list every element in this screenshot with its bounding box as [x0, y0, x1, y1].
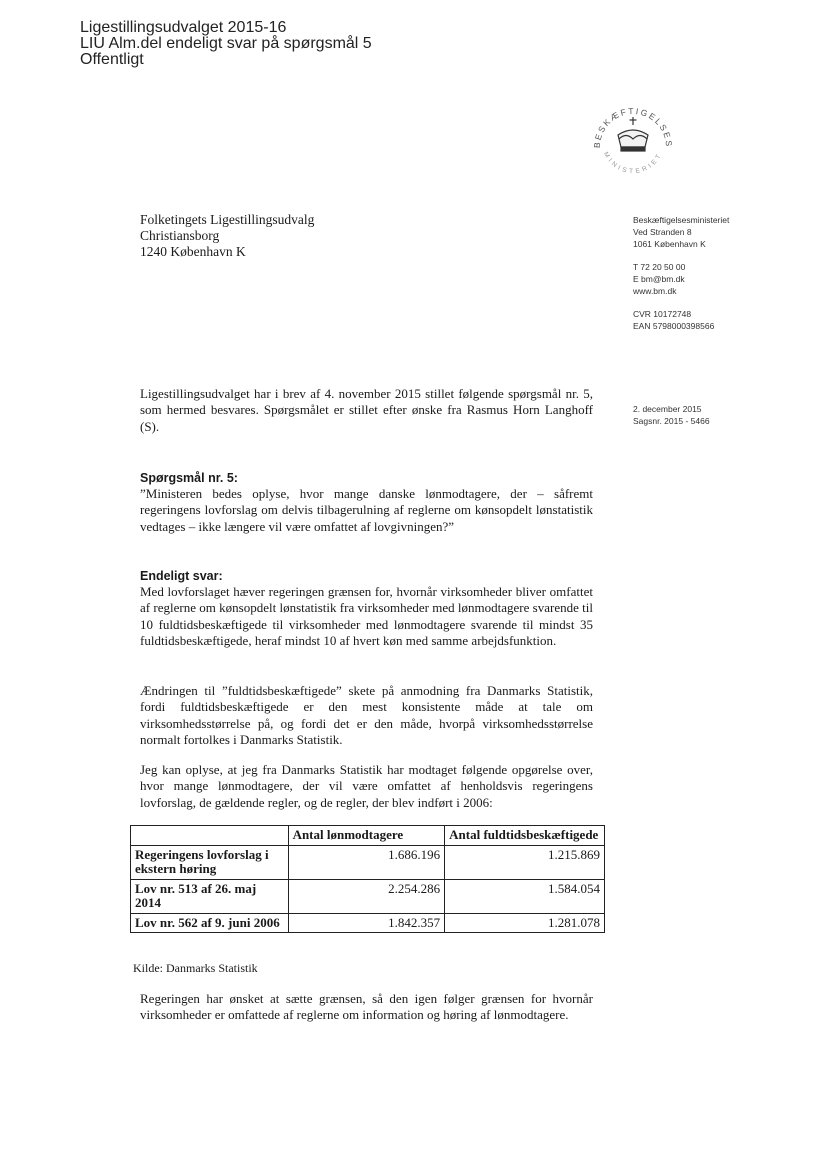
answer-heading: Endeligt svar:	[140, 569, 223, 583]
table-row	[131, 845, 605, 879]
row-fulltime: 1.215.869	[445, 845, 605, 879]
svg-text:MINISTERIET	[602, 151, 664, 175]
table-header-row	[131, 826, 605, 846]
employee-count-table	[130, 825, 605, 933]
row-label: Regeringens lovforslag i ekstern høring	[131, 845, 289, 879]
question-heading: Spørgsmål nr. 5:	[140, 471, 238, 485]
sender-city: 1061 København K	[633, 239, 706, 249]
answer-paragraph-1: Med lovforslaget hæver regeringen grænsen for, hvornår virksomheder bliver omfattet af reglerne om kønsopdelt lønstatistik fra virksomheder med lønmodtagere svarende til 10 fuldtidsbeskæftigede til virksomheder med lønmodtagere svarende til mindst 35 fuldtidsbeskæftigede, heraf mindst 10 af hvert køn med samme arbejdsfunktion.	[140, 584, 593, 648]
sender-web: www.bm.dk	[633, 286, 677, 296]
row-fulltime: 1.281.078	[445, 913, 605, 933]
intro-paragraph: Ligestillingsudvalget har i brev af 4. november 2015 stillet følgende spørgsmål nr. 5, som hermed besvares. Spørgsmålet er stillet efter ønske fra Rasmus Horn Langhoff (S).	[140, 386, 593, 434]
question-text: ”Ministeren bedes oplyse, hvor mange danske lønmodtagere, der – såfremt regeringens lovforslag om delvis tilbagerulning af reglerne om kønsopdelt lønstatistik vedtages – ikke længere vil være omfattet af lovgivningen?”	[140, 486, 593, 534]
sender-ean: EAN 5798000398566	[633, 321, 715, 331]
recipient-line-2: Christiansborg	[140, 228, 220, 243]
row-employees: 1.842.357	[288, 913, 445, 933]
sender-cvr: CVR 10172748	[633, 309, 692, 319]
recipient-line-3: 1240 København K	[140, 244, 246, 259]
ministry-crest-logo	[588, 95, 678, 185]
sender-block	[633, 214, 729, 332]
row-label: Lov nr. 513 af 26. maj 2014	[131, 879, 289, 913]
row-employees: 1.686.196	[288, 845, 445, 879]
table-row	[131, 913, 605, 933]
table-source: Kilde: Danmarks Statistik	[133, 961, 258, 975]
crown-icon	[618, 117, 648, 151]
stamp-line-1: Ligestillingsudvalget 2015-16	[80, 19, 287, 36]
table-header-employees: Antal lønmodtagere	[288, 826, 445, 846]
row-fulltime: 1.584.054	[445, 879, 605, 913]
answer-paragraph-2: Ændringen til ”fuldtidsbeskæftigede” skete på anmodning fra Danmarks Statistik, fordi fuldtidsbeskæftigede er den mest konsistente måde at tale om virksomhedsstørrelse på, og fordi det er den måde, hvorpå virksomhedsstørrelse normalt fortolkes i Danmarks Statistik.	[140, 683, 593, 747]
sender-name: Beskæftigelsesministeriet	[633, 215, 730, 225]
answer-paragraph-4: Regeringen har ønsket at sætte grænsen, så den igen følger grænsen for hvornår virksomheder er omfattede af reglerne om information og høring af lønmodtagere.	[140, 991, 593, 1023]
table-header-empty	[131, 826, 289, 846]
case-number: Sagsnr. 2015 - 5466	[633, 416, 710, 426]
stamp-line-3: Offentligt	[80, 51, 144, 68]
letter-date: 2. december 2015	[633, 404, 702, 414]
recipient-line-1: Folketingets Ligestillingsudvalg	[140, 212, 315, 227]
table-header-fulltime: Antal fuldtidsbeskæftigede	[445, 826, 605, 846]
question-section	[140, 470, 593, 535]
recipient-address	[140, 212, 314, 260]
crest-text-top: BESKÆFTIGELSES	[591, 105, 675, 149]
sender-email: E bm@bm.dk	[633, 274, 685, 284]
archive-stamp	[80, 20, 372, 68]
sender-street: Ved Stranden 8	[633, 227, 692, 237]
table-row	[131, 879, 605, 913]
sender-phone: T 72 20 50 00	[633, 262, 686, 272]
stamp-line-2: LIU Alm.del endeligt svar på spørgsmål 5	[80, 35, 372, 52]
letter-meta	[633, 403, 710, 427]
row-label: Lov nr. 562 af 9. juni 2006	[131, 913, 289, 933]
answer-paragraph-3: Jeg kan oplyse, at jeg fra Danmarks Statistik har modtaget følgende opgørelse over, hvor mange lønmodtagere, der vil være omfattet af henholdsvis regeringens lovforslag, de gældende regler, og de regler, der blev indført i 2006:	[140, 762, 593, 810]
row-employees: 2.254.286	[288, 879, 445, 913]
crest-text-bottom: MINISTERIET	[602, 150, 664, 176]
answer-section	[140, 568, 593, 649]
